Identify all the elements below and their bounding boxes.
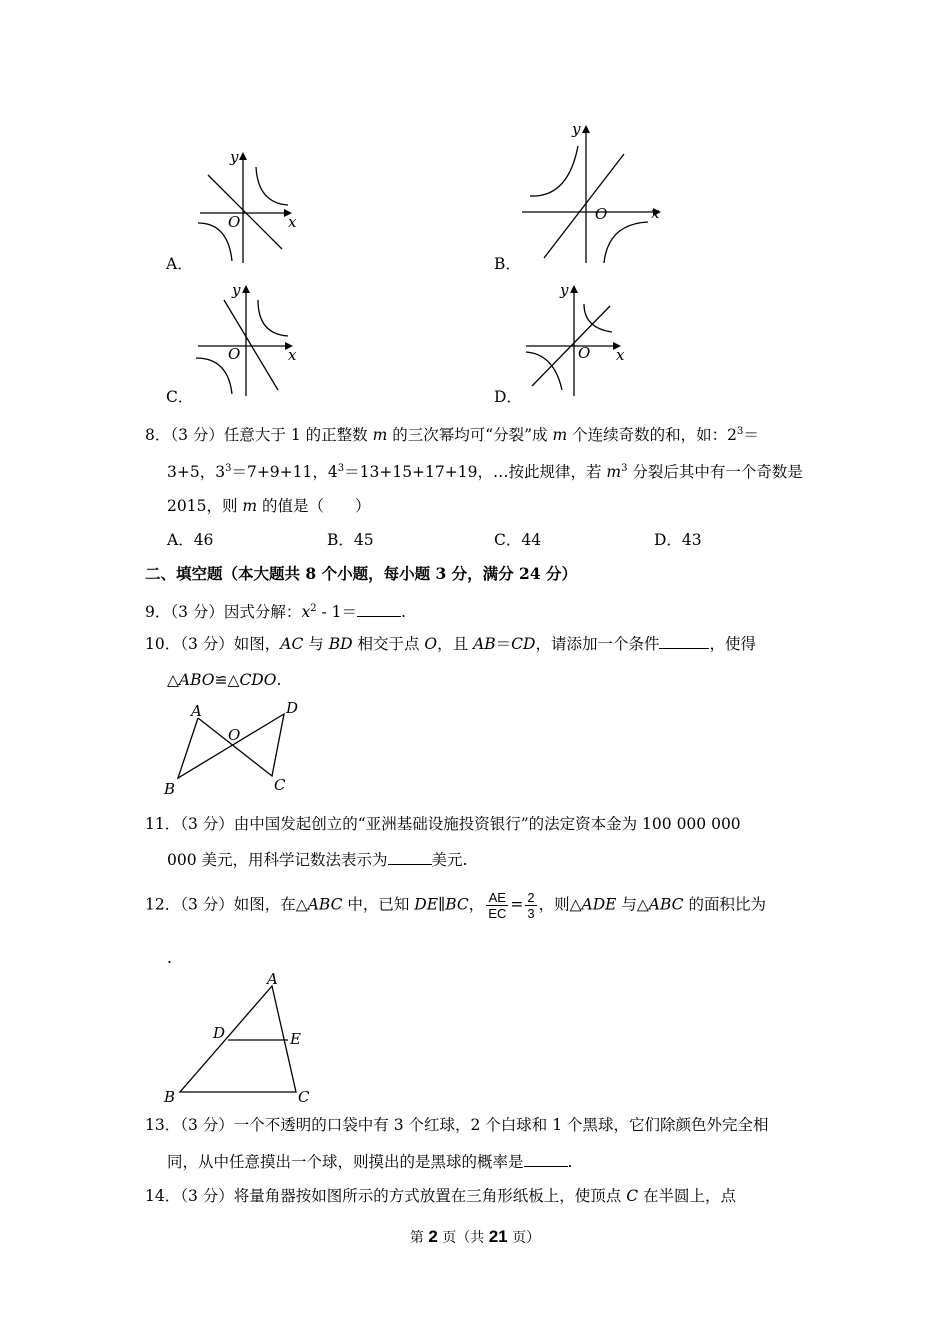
triangle: ADE [581, 895, 617, 914]
ratio-fraction [486, 890, 508, 921]
segment: AC [280, 635, 304, 653]
text: 的三次幂均可“分裂”成 [387, 426, 553, 445]
question-number: 12． [145, 895, 181, 914]
text: . [567, 1153, 573, 1171]
y-axis-label: y [232, 281, 241, 299]
triangle: ABC [307, 895, 343, 914]
point: C [626, 1187, 639, 1205]
question-score: （3 分） [170, 426, 224, 445]
question-score: （3 分） [180, 895, 234, 914]
graph-option-c [190, 278, 305, 398]
question-10-line-1 [145, 634, 756, 654]
text: ，则△ [538, 895, 582, 914]
option-c-label: C． [166, 388, 194, 406]
graph-option-a [190, 145, 305, 265]
text: ，且 [437, 635, 474, 653]
text: . [401, 603, 406, 622]
question-9 [145, 599, 406, 622]
point-label-a: A [267, 970, 278, 988]
value-fraction [525, 890, 536, 921]
answer-blank[interactable] [388, 850, 432, 865]
point-label-d: D [286, 699, 299, 717]
triangle: ABC [648, 895, 684, 914]
question-13-line-2 [167, 1152, 572, 1172]
question-score: （3 分） [180, 815, 234, 833]
text: 000 美元，用科学记数法表示为 [167, 851, 388, 869]
question-number: 9． [145, 603, 171, 622]
exponent: 3 [621, 463, 628, 474]
segment: BC [445, 895, 469, 914]
point-label-e: E [290, 1030, 301, 1048]
x-axis-label: x [288, 213, 297, 231]
text: ，请添加一个条件 [535, 635, 660, 653]
x-axis-label: x [616, 346, 625, 364]
exponent: 3 [337, 463, 345, 474]
segment: BD [328, 635, 353, 653]
y-axis-label: y [230, 148, 239, 166]
triangle: CDO [239, 671, 277, 689]
exponent: 3 [225, 463, 232, 474]
text: 如图， [233, 635, 281, 653]
y-axis-label: y [560, 281, 569, 299]
origin-label: O [228, 345, 241, 363]
text: 页（共 [437, 1230, 489, 1246]
answer-blank[interactable] [524, 1152, 568, 1167]
variable: x [301, 603, 311, 622]
point-label-b: B [164, 780, 176, 798]
point-label-d: D [213, 1024, 226, 1042]
text: 个连续奇数的和，如：2 [567, 426, 737, 445]
page-footer [0, 1227, 950, 1247]
question-score: （3 分） [180, 635, 234, 653]
text: 第 [409, 1230, 429, 1246]
question-11-line-2 [167, 850, 467, 870]
text: 美元. [431, 851, 468, 869]
text: ＝ [743, 426, 759, 445]
text: 与 [303, 635, 329, 653]
question-number: 14． [145, 1187, 181, 1205]
point-label-b: B [164, 1088, 176, 1106]
choice-d: D．43 [654, 531, 702, 549]
question-8-line-2 [167, 459, 803, 482]
x-axis-label: x [288, 346, 297, 364]
text: = [510, 895, 524, 914]
text: ， [468, 895, 485, 914]
text: ≌△ [214, 671, 240, 689]
text: 由中国发起创立的“亚洲基础设施投资银行”的法定资本金为 100 000 000 [233, 815, 741, 833]
question-11-line-1 [145, 814, 741, 834]
denominator: EC [488, 906, 507, 921]
text: 与△ [616, 895, 649, 914]
point: O [424, 635, 438, 653]
segment: CD [511, 635, 536, 653]
text: 2015，则 [167, 497, 243, 515]
numerator: 2 [527, 890, 535, 905]
text: 如图，在△ [233, 895, 308, 914]
text: 任意大于 1 的正整数 [223, 426, 373, 445]
text: ，使得 [709, 635, 756, 653]
graph-option-b [518, 118, 668, 268]
origin-label: O [228, 213, 241, 231]
x-axis-label: x [651, 204, 660, 222]
total-pages: 21 [488, 1227, 508, 1246]
option-d-label: D． [494, 388, 522, 406]
text: ∥ [438, 895, 446, 914]
question-score: （3 分） [170, 603, 224, 622]
question-number: 10． [145, 635, 181, 653]
figure-q12 [160, 972, 325, 1108]
text: ＝7+9+11，4 [231, 463, 338, 482]
point-label-a: A [191, 702, 202, 720]
variable: m [552, 426, 568, 445]
text: 在半圆上，点 [638, 1187, 737, 1205]
segment: DE [414, 895, 439, 914]
point-label-c: C [274, 776, 286, 794]
text: 的面积比为 [683, 895, 766, 914]
answer-blank[interactable] [659, 634, 709, 649]
variable: m [242, 497, 258, 515]
question-number: 13． [145, 1116, 181, 1134]
variable: m [372, 426, 388, 445]
question-score: （3 分） [180, 1116, 234, 1134]
segment: AB [473, 635, 496, 653]
text: 一个不透明的口袋中有 3 个红球，2 个白球和 1 个黑球，它们除颜色外完全相 [233, 1116, 769, 1134]
question-10-line-2 [167, 670, 281, 690]
y-axis-label: y [572, 120, 581, 138]
option-b-label: B． [494, 255, 521, 273]
origin-label: O [595, 205, 608, 223]
text: 的值是（ ） [257, 497, 371, 515]
figure-q10 [160, 698, 310, 800]
variable: m [606, 463, 622, 482]
section-heading: 二、填空题（本大题共 8 个小题，每小题 3 分，满分 24 分） [145, 564, 578, 583]
question-12-line-2: . [167, 949, 172, 967]
exponent: 2 [310, 603, 317, 614]
origin-label: O [578, 344, 591, 362]
numerator: AE [486, 890, 508, 906]
text: ＝13+15+17+19，…按此规律，若 [344, 463, 607, 482]
question-14-line-1 [145, 1186, 736, 1206]
exponent: 3 [736, 426, 744, 437]
choice-c: C．44 [494, 531, 542, 549]
question-number: 11． [145, 815, 181, 833]
triangle: ABO [178, 671, 215, 689]
text: ＝ [495, 635, 512, 653]
question-8-line-1 [145, 422, 759, 445]
text: - 1＝ [316, 603, 358, 622]
choice-a: A．46 [167, 531, 214, 549]
text: 相交于点 [352, 635, 425, 653]
text: . [276, 671, 282, 689]
text: 3+5，3 [167, 463, 226, 482]
option-a-label: A． [166, 255, 193, 273]
text: 因式分解： [223, 603, 302, 622]
text: 页） [507, 1230, 541, 1246]
graph-option-d [518, 278, 633, 398]
question-12-line-1 [145, 890, 766, 921]
point-label-c: C [298, 1088, 310, 1106]
text: 将量角器按如图所示的方式放置在三角形纸板上，使顶点 [233, 1187, 627, 1205]
text: 中，已知 [342, 895, 415, 914]
text: 分裂后其中有一个奇数是 [627, 463, 803, 482]
question-number: 8． [145, 426, 171, 445]
question-13-line-1 [145, 1115, 769, 1135]
denominator: 3 [527, 906, 535, 921]
point-label-o: O [228, 726, 241, 744]
question-8-line-3 [167, 496, 371, 516]
choice-b: B．45 [327, 531, 374, 549]
text: △ [167, 671, 179, 689]
answer-blank[interactable] [357, 602, 401, 617]
page-number: 2 [428, 1227, 438, 1246]
text: 同，从中任意摸出一个球，则摸出的是黑球的概率是 [167, 1153, 524, 1171]
question-score: （3 分） [180, 1187, 234, 1205]
